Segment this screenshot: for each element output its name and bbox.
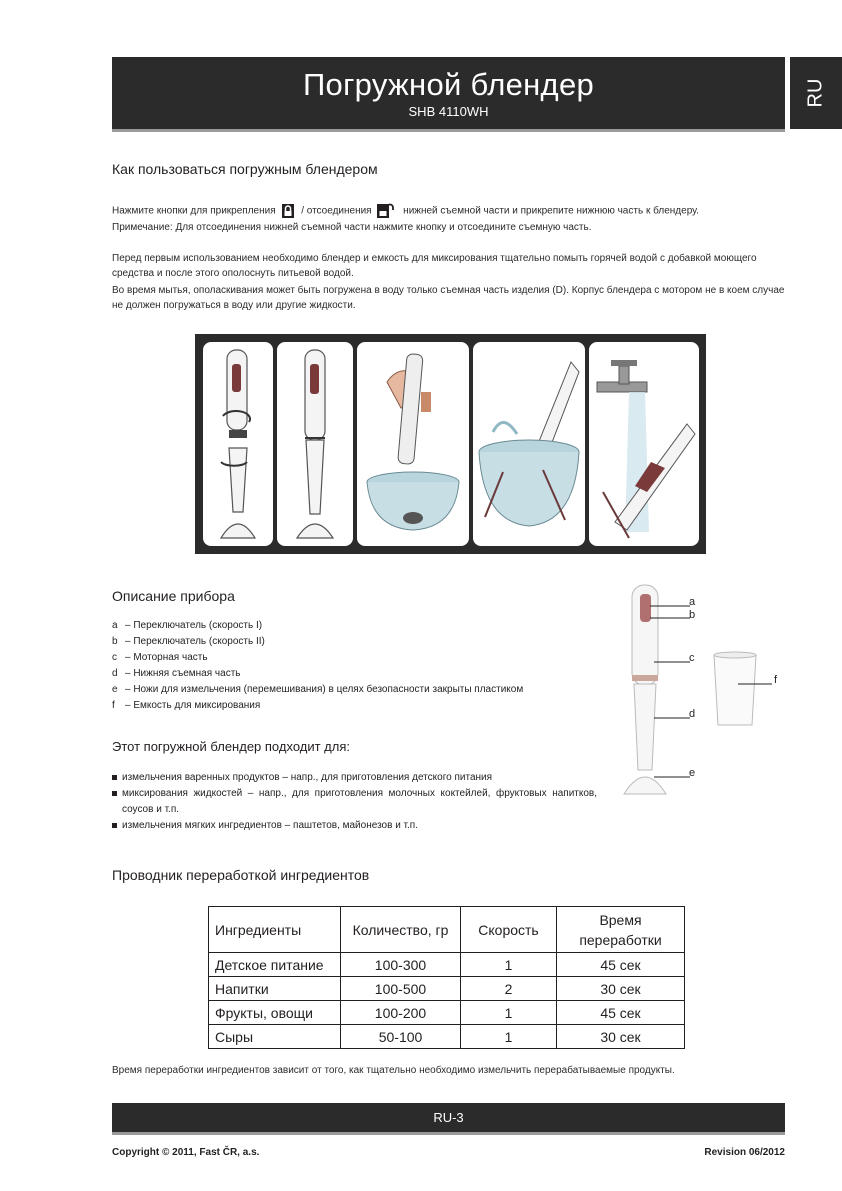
lock-open-icon — [376, 203, 398, 219]
blender-mixing-image — [357, 342, 469, 546]
page-title: Погружной блендер — [302, 67, 595, 102]
legend-item: d – Нижняя съемная часть — [112, 668, 241, 679]
usage-note: Примечание: Для отсоединения нижней съемной части нажмите кнопку и отсоедините съемную часть. — [112, 222, 592, 233]
illustration-detach — [203, 342, 273, 546]
description-heading: Описание прибора — [112, 588, 235, 604]
usage-paragraph-cleaning: Перед первым использованием необходимо блендер и емкость для миксирования тщательно помыть горячей водой с добавкой моющего средства и после этого ополоснуть питьевой водой. — [112, 253, 757, 279]
legend-item: f – Емкость для миксирования — [112, 700, 261, 711]
illustration-washing — [589, 342, 699, 546]
callout-a: a — [689, 596, 696, 608]
table-row: Напитки 100-500 2 30 сек — [209, 977, 685, 1001]
blender-detach-image — [203, 342, 273, 546]
ingredients-table — [208, 906, 685, 1049]
blender-assembled-image — [277, 342, 353, 546]
column-header: Скорость — [461, 907, 557, 953]
suitable-list — [112, 770, 597, 834]
usage-illustrations — [195, 334, 706, 554]
device-diagram — [610, 580, 810, 810]
table-row: Сыры 50-100 1 30 сек — [209, 1025, 685, 1049]
model-number: SHB 4110WH — [408, 104, 489, 119]
usage-line-1: Нажмите кнопки для прикрепления / отсоединения нижней съемной части и прикрепите нижнюю часть к блендеру. — [112, 203, 792, 219]
illustration-splash — [473, 342, 585, 546]
page-number-bar: RU-3 — [112, 1103, 785, 1132]
parts-legend — [112, 618, 523, 714]
column-header: Количество, гр — [341, 907, 461, 953]
suitable-heading: Этот погружной блендер подходит для: — [112, 739, 350, 754]
guide-note: Время переработки ингредиентов зависит от того, как тщательно необходимо измельчить перерабатываемые продукты. — [112, 1065, 675, 1076]
revision-text: Revision 06/2012 — [704, 1147, 785, 1158]
illustration-mixing — [357, 342, 469, 546]
mixing-cup-image — [714, 652, 756, 725]
usage-heading: Как пользоваться погружным блендером — [112, 161, 378, 177]
column-header: Ингредиенты — [209, 907, 341, 953]
callout-b: b — [689, 609, 696, 621]
callout-c: c — [689, 652, 695, 664]
table-header-row — [209, 907, 685, 953]
language-label: RU — [804, 78, 827, 108]
language-tab — [790, 57, 842, 129]
blender-body-image — [624, 585, 666, 794]
legend-item: c – Моторная часть — [112, 652, 208, 663]
illustration-assembled — [277, 342, 353, 546]
list-item: миксирования жидкостей – напр., для приготовления молочных коктейлей, фруктовых напитков, соусов и т.п. — [112, 786, 597, 818]
list-item: измельчения варенных продуктов – напр., для приготовления детского питания — [112, 770, 597, 786]
legend-item: e – Ножи для измельчения (перемешивания) в целях безопасности закрыты пластиком — [112, 684, 524, 695]
list-item: измельчения мягких ингредиентов – паштетов, майонезов и т.п. — [112, 818, 597, 834]
guide-heading: Проводник переработкой ингредиентов — [112, 867, 370, 883]
copyright-text: Copyright © 2011, Fast ČR, a.s. — [112, 1147, 260, 1158]
column-header: Время переработки — [557, 907, 685, 953]
blender-splash-image — [473, 342, 585, 546]
callout-f: f — [774, 674, 778, 686]
header-bar — [112, 57, 785, 129]
blender-washing-image — [589, 342, 699, 546]
legend-item: b – Переключатель (скорость II) — [112, 636, 265, 647]
table-row: Детское питание 100-300 1 45 сек — [209, 953, 685, 977]
legend-item: a – Переключатель (скорость I) — [112, 620, 263, 631]
callout-d: d — [689, 708, 696, 720]
table-row: Фрукты, овощи 100-200 1 45 сек — [209, 1001, 685, 1025]
usage-paragraph-washing: Во время мытья, ополаскивания может быть погружена в воду только съемная часть изделия (D). Корпус блендера с мотором не в коем случае не должен погружаться в воду или другие жидкости. — [112, 285, 785, 311]
lock-closed-icon — [280, 203, 296, 219]
callout-e: e — [689, 767, 696, 779]
